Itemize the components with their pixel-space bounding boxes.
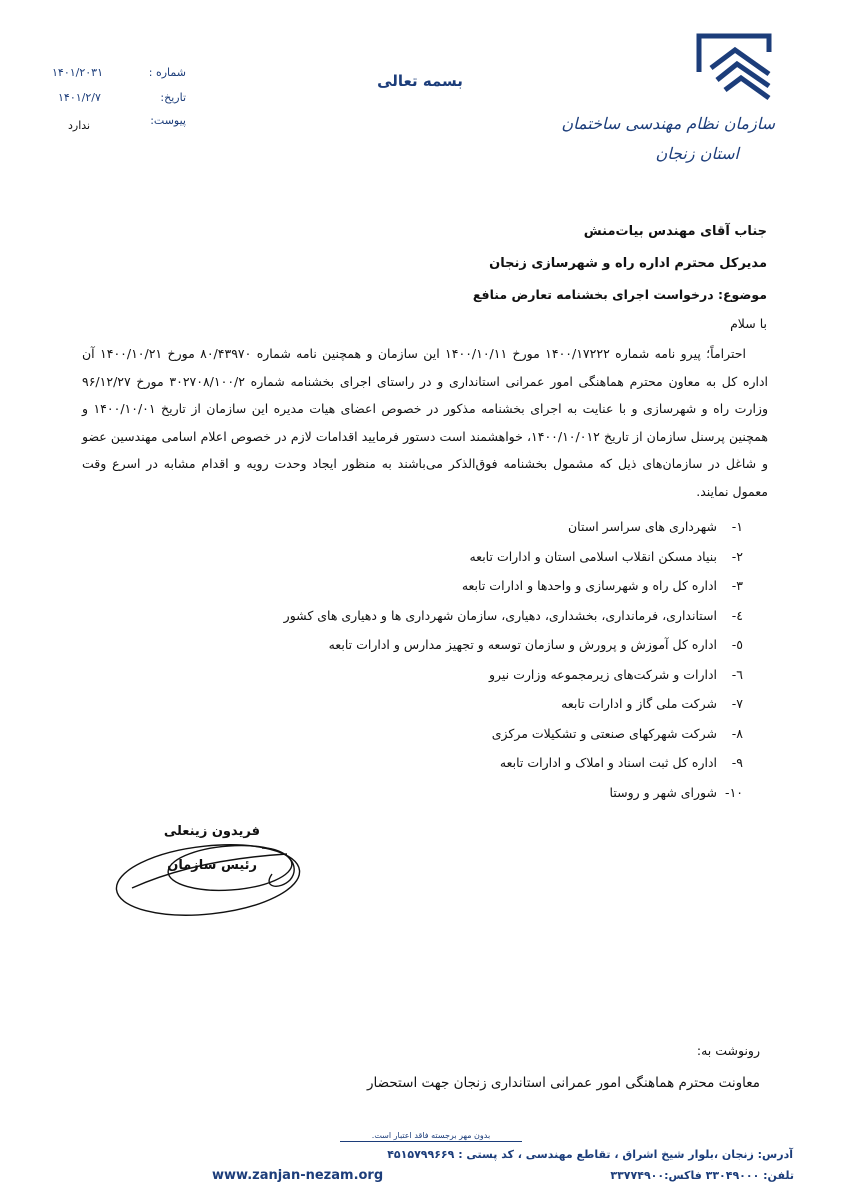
letter-subject: موضوع: درخواست اجرای بخشنامه تعارض منافع <box>472 287 767 302</box>
org-logo <box>561 28 815 163</box>
attachment-value: ندارد <box>68 119 91 132</box>
footer-validity-note: بدون مهر برجسته فاقد اعتبار است. <box>340 1131 522 1142</box>
greeting: با سلام <box>730 316 767 331</box>
signer-name: فریدون زینعلی <box>163 824 260 839</box>
letter-date-value: ۱۴۰۱/۲/۷ <box>58 91 101 104</box>
cc-label: رونوشت به: <box>696 1043 760 1058</box>
list-item: ٥-اداره کل آموزش و پرورش و سازمان توسعه و تجهیز مدارس و ادارات تابعه <box>328 637 743 652</box>
list-item: ۱-شهرداری های سراسر استان <box>567 519 743 534</box>
list-item: ۷-شرکت ملی گاز و ادارات تابعه <box>561 696 743 711</box>
signer-title: رئیس سازمان <box>167 858 257 873</box>
letter-date-label: تاریخ: <box>160 91 186 104</box>
footer-address: آدرس: زنجان ،بلوار شیخ اشراق ، تقاطع مهندسی ، کد پستی : ۴۵۱۵۷۹۹۶۶۹ <box>387 1148 793 1161</box>
roof-stripes-logo-icon <box>665 28 815 118</box>
organization-list <box>284 512 743 807</box>
list-item: ٤-استانداری، فرمانداری، بخشداری، دهیاری، سازمان شهرداری ها و دهیاری های کشور <box>283 607 743 623</box>
letter-number-label: شماره : <box>148 66 186 79</box>
list-item: ۳-اداره کل راه و شهرسازی و واحدها و ادارات تابعه <box>461 578 743 593</box>
list-item: ٦-ادارات و شرکت‌های زیرمجموعه وزارت نیرو <box>488 666 743 682</box>
list-item: ۱۰-شورای شهر و روستا <box>609 784 743 800</box>
bismillah-heading: بسمه تعالی <box>377 72 463 90</box>
footer-website[interactable]: www.zanjan-nezam.org <box>212 1168 384 1183</box>
recipient-name: جناب آقای مهندس بیات‌منش <box>583 224 767 239</box>
letter-body: احتراماً؛ پیرو نامه شماره ۱۴۰۰/۱۷۲۲۲ مورخ ۱۴۰۰/۱۰/۱۱ این سازمان و همچنین نامه شماره ۸۰/۴۳۹۷۰ مورخ ۱۴۰۰/۱۰/۲۱ آن اداره کل به معاون محترم هماهنگی امور عمرانی استانداری و در راستای اجرای بخشنامه شماره ۳۰۲۷۰۸/۱۰۰/۲ مورخ ۹۶/۱۲/۲۷ وزارت راه و شهرسازی و با عنایت به اجرای بخشنامه مذکور در خصوص اعضای هیات مدیره این سازمان از تاریخ ۱۴۰۰/۱۰/۰۱ و همچنین پرسنل سازمان از تاریخ ۱۴۰۰/۱۰/۰۱۲، خواهشمند است دستور فرمایید اقدامات لازم در خصوص اعلام اسامی مهندسین عضو و شاغل در سازمان‌های ذیل که مشمول بخشنامه فوق‌الذکر می‌باشند به منظور ایجاد وحدت رویه و اقدام مشابه در اسرع وقت معمول نمایند. <box>82 346 768 499</box>
footer-contact <box>212 1168 794 1183</box>
cc-recipient: معاونت محترم هماهنگی امور عمرانی استانداری زنجان جهت استحضار <box>367 1075 760 1091</box>
letter-number-value: ۱۴۰۱/۲۰۳۱ <box>52 66 103 79</box>
list-item: ۲-بنیاد مسکن انقلاب اسلامی استان و ادارات تابعه <box>469 548 743 564</box>
signature-block <box>112 818 312 928</box>
org-province: استان زنجان <box>655 144 739 163</box>
list-item: ۹-اداره کل ثبت اسناد و املاک و ادارات تابعه <box>499 755 743 770</box>
recipient-title: مدیرکل محترم اداره راه و شهرسازی زنجان <box>489 256 767 271</box>
list-item: ۸-شرکت شهرکهای صنعتی و تشکیلات مرکزی <box>491 725 743 741</box>
attachment-label: پیوست: <box>150 114 186 127</box>
footer-phones: تلفن: ۳۳۰۴۹۰۰۰ فاکس:۳۳۷۷۴۹۰۰ <box>610 1169 794 1182</box>
org-name: سازمان نظام مهندسی ساختمان <box>561 114 775 133</box>
